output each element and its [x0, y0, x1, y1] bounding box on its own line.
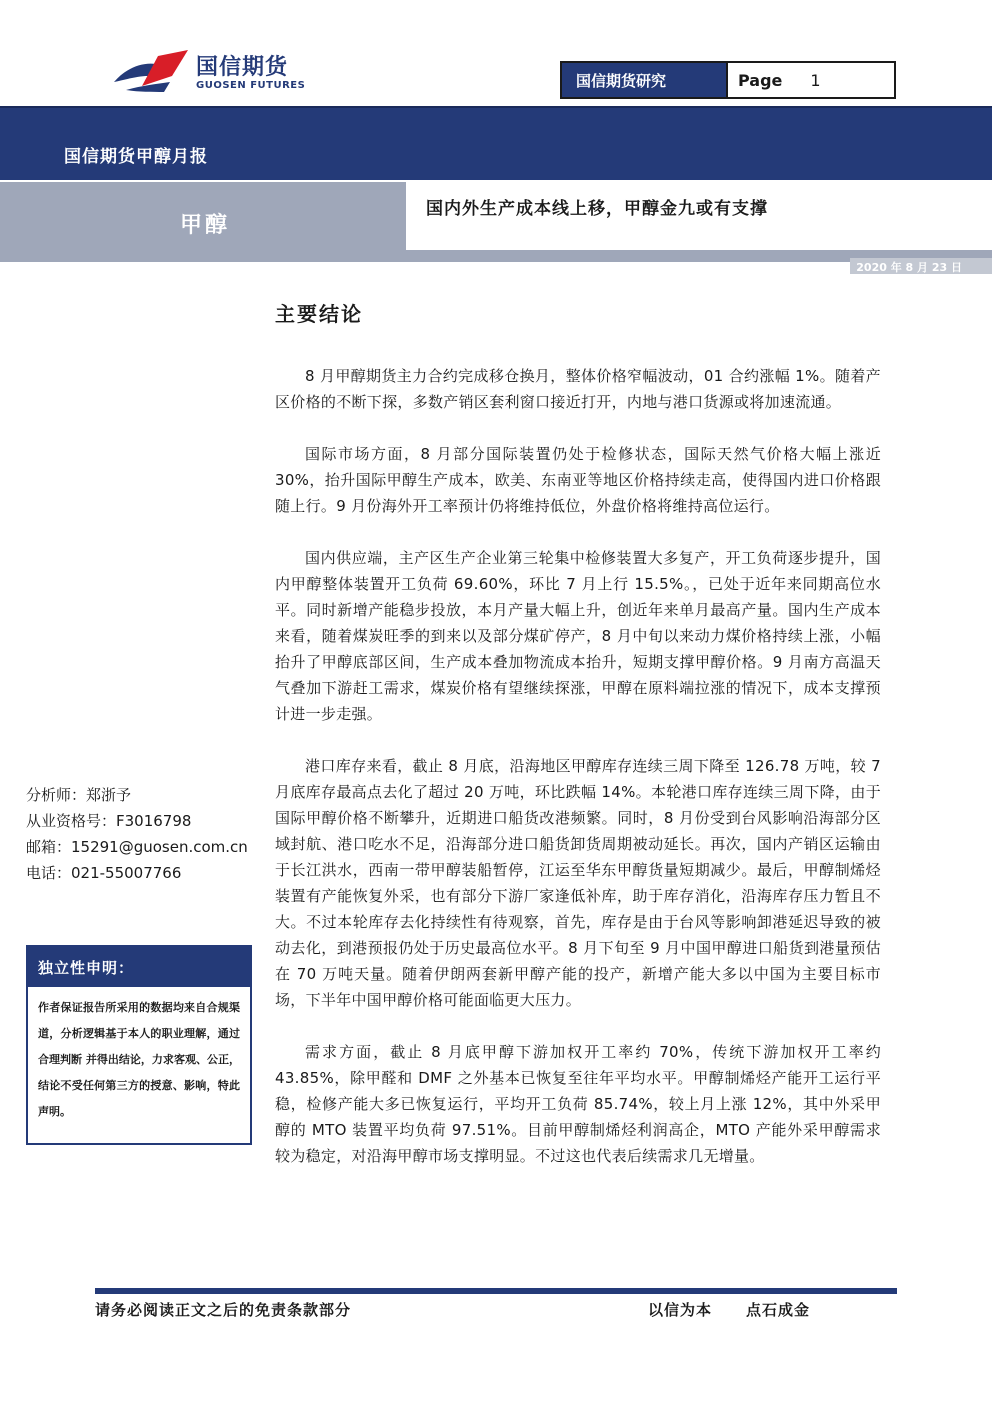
- footer-slogan-2: 点石成金: [746, 1301, 811, 1319]
- paragraph-demand: 需求方面，截止 8 月底甲醇下游加权开工率约 70%，传统下游加权开工率约 43.85%，除甲醛和 DMF 之外基本已恢复至往年平均水平。甲醇制烯烃产能开工运行平稳，检修产能大多已恢复运行，平均开工负荷 85.74%，较上月上涨 12%，其中外采甲醇的 MTO 装置平均负荷 97.51%。目前甲醇制烯烃利润高企，MTO 产能外采甲醇需求较为稳定，对沿海甲醇市场支撑明显。不过这也代表后续需求几无增量。: [275, 1043, 881, 1165]
- paragraph-international: 国际市场方面，8 月部分国际装置仍处于检修状态，国际天然气价格大幅上涨近 30%，抬升国际甲醇生产成本，欧美、东南亚等地区价格持续走高，使得国内进口价格跟随上行。9 月份海外开工率预计仍将维持低位，外盘价格将维持高位运行。: [275, 445, 881, 515]
- footer-divider: [95, 1288, 897, 1294]
- date-bar: [850, 258, 992, 274]
- analyst-name: 分析师：郑浙予: [26, 786, 132, 804]
- analyst-license: 从业资格号：F3016798: [26, 812, 192, 830]
- paragraph-port-inventory: 港口库存来看，截止 8 月底，沿海地区甲醇库存连续三周下降至 126.78 万吨，较 7 月底库存最高点去化了超过 20 万吨，环比跌幅 14%。本轮港口库存连续三周下降，由于国际甲醇价格不断攀升，近期进口船货改港频繁。同时，8 月份受到台风影响沿海部分区域封航、港口吃水不足，沿海部分进口船货卸货周期被动延长。再次，国内产销区运输由于长江洪水，西南一带甲醇装船暂停，江运至华东甲醇货量短期减少。最后，甲醇制烯烃装置有产能恢复外采，也有部分下游厂家逢低补库，助于库存消化，沿海库存压力暂且不大。不过本轮库存去化持续性有待观察，首先，库存是由于台风等影响卸港延迟导致的被动去化，到港预报仍处于历史最高位水平。8 月下旬至 9 月中国甲醇进口船货到港量预估在 70 万吨天量。随着伊朗两套新甲醇产能的投产，新增产能大多以中国为主要目标市场，下半年中国甲醇价格可能面临更大压力。: [275, 757, 881, 1009]
- report-series-band: [0, 106, 992, 180]
- guosen-logo: [112, 46, 312, 98]
- research-page-box: [560, 61, 896, 99]
- page-indicator: [726, 63, 894, 97]
- logo-mark-icon: [112, 46, 192, 96]
- footer-slogan-1: 以信为本: [648, 1301, 713, 1319]
- disclaimer-title: 独立性申明：: [28, 947, 250, 987]
- report-subject: 甲醇: [180, 213, 231, 238]
- report-series-title: 国信期货甲醇月报: [64, 147, 208, 167]
- logo-name-cn: 国信期货: [196, 55, 289, 80]
- analyst-info: [26, 782, 248, 886]
- main-body: [275, 363, 881, 1195]
- disclaimer-text: 作者保证报告所采用的数据均来自合规渠道，分析逻辑基于本人的职业理解，通过合理判断 并得出结论，力求客观、公正，结论不受任何第三方的授意、影响，特此声明。: [38, 1001, 240, 1118]
- paragraph-domestic-supply: 国内供应端，主产区生产企业第三轮集中检修装置大多复产，开工负荷逐步提升，国内甲醇整体装置开工负荷 69.60%，环比 7 月上行 15.5%。，已处于近年来同期高位水平。同时新增产能稳步投放，本月产量大幅上升，创近年来单月最高产量。国内生产成本来看，随着煤炭旺季的到来以及部分煤矿停产，8 月中旬以来动力煤价格持续上涨，小幅抬升了甲醇底部区间，生产成本叠加物流成本抬升，短期支撑甲醇价格。9 月南方高温天气叠加下游赶工需求，煤炭价格有望继续探涨，甲醇在原料端拉涨的情况下，成本支撑预计进一步走强。: [275, 549, 881, 723]
- report-date: 2020 年 8 月 23 日: [856, 261, 962, 274]
- paragraph-overview: 8 月甲醇期货主力合约完成移仓换月，整体价格窄幅波动，01 合约涨幅 1%。随着产区价格的不断下探，多数产销区套利窗口接近打开，内地与港口货源或将加速流通。: [275, 367, 881, 411]
- independence-statement: [26, 945, 252, 1145]
- footer-slogan: [648, 1299, 810, 1320]
- page-label: Page: [738, 70, 783, 90]
- section-title: 主要结论: [275, 302, 363, 326]
- analyst-phone: 电话：021-55007766: [26, 864, 182, 882]
- logo-name-en: GUOSEN FUTURES: [196, 80, 306, 91]
- headline-box: [406, 182, 992, 250]
- research-label: 国信期货研究: [562, 63, 726, 97]
- footer-notice: 请务必阅读正文之后的免责条款部分: [95, 1301, 352, 1319]
- report-headline: 国内外生产成本线上移，甲醇金九或有支撑: [426, 199, 768, 219]
- analyst-email: 邮箱：15291@guosen.com.cn: [26, 838, 248, 856]
- page-number: 1: [810, 70, 821, 90]
